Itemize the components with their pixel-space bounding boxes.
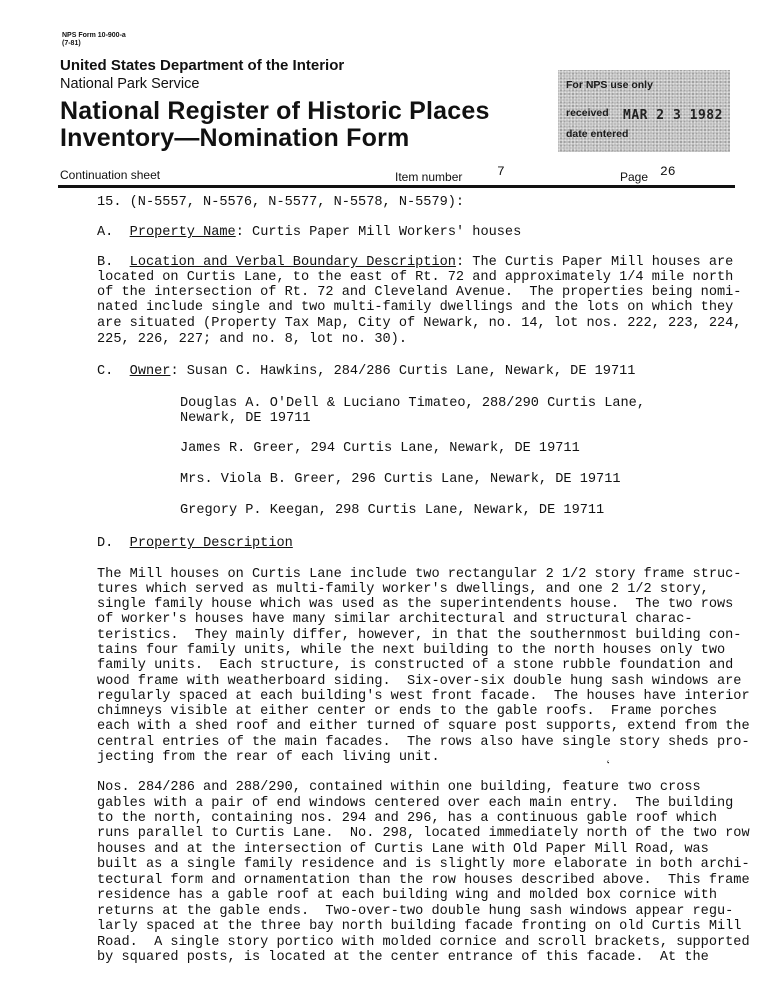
service-name: National Park Service: [60, 76, 200, 92]
owner-entry: James R. Greer, 294 Curtis Lane, Newark, DE 19711: [180, 441, 580, 456]
section-b-first-line: [97, 255, 733, 271]
paragraph-line: The Mill houses on Curtis Lane include two rectangular 2 1/2 story frame struc-: [97, 567, 742, 582]
item-number-value: 7: [497, 164, 505, 179]
owner-entry: Gregory P. Keegan, 298 Curtis Lane, Newark, DE 19711: [180, 503, 605, 518]
location-line: are situated (Property Tax Map, City of Newark, no. 14, lot nos. 222, 223, 224,: [97, 316, 742, 331]
received-date-stamp: MAR 2 3 1982: [623, 108, 723, 123]
paragraph-line: central entries of the main facades. The rows also have single story sheds pro-: [97, 735, 750, 750]
page-label: Page: [620, 170, 649, 184]
paragraph-line: each with a shed roof and either turned of square post supports, extend from the: [97, 719, 750, 734]
paragraph-line: teristics. They mainly differ, however, in that the southernmost building con-: [97, 628, 742, 643]
page-number: 26: [660, 164, 676, 179]
continuation-sheet-label: Continuation sheet: [60, 168, 161, 182]
paragraph-line: to the north, containing nos. 294 and 296, has a continuous gable roof which: [97, 811, 717, 826]
department-name: United States Department of the Interior: [60, 57, 345, 74]
property-name-label: Property Name: [129, 225, 236, 240]
paragraph-line: regularly spaced at each building's west front facade. The houses have interior: [97, 689, 750, 704]
item-number-label: Item number: [395, 170, 463, 184]
paragraph-line: of worker's houses have many similar architectural and structural charac-: [97, 612, 693, 627]
form-date-code: (7-81): [62, 40, 81, 47]
section-c-prefix: C.: [97, 364, 114, 379]
owner-entry: Douglas A. O'Dell & Luciano Timateo, 288/290 Curtis Lane,: [180, 396, 645, 411]
paragraph-line: family units. Each structure, is constructed of a stone rubble foundation and: [97, 658, 734, 673]
received-label: received: [566, 107, 609, 119]
form-title-line2: Inventory—Nomination Form: [60, 124, 410, 152]
date-entered-label: date entered: [566, 128, 629, 140]
property-name-value: : Curtis Paper Mill Workers' houses: [235, 225, 522, 240]
section-b-prefix: B.: [97, 255, 114, 270]
section-c-first-line: [97, 364, 635, 380]
paragraph-line: larly spaced at the three bay north building facade fronting on old Curtis Mill: [97, 919, 742, 934]
paragraph-line: residence has a gable roof at each building wing and molded box cornice with: [97, 888, 717, 903]
pencil-tick-mark: ‘: [604, 756, 614, 772]
paragraph-line: built as a single family residence and is slightly more elaborate in both archi-: [97, 857, 750, 872]
paragraph-line: by squared posts, is located at the center entrance of this facade. At the: [97, 950, 709, 965]
location-line: of the intersection of Rt. 72 and Cleveland Avenue. The properties being nomi-: [97, 285, 742, 300]
paragraph-line: jecting from the rear of each living unit.: [97, 750, 440, 765]
location-text-1: : The Curtis Paper Mill houses are: [455, 255, 734, 270]
location-label: Location and Verbal Boundary Description: [129, 255, 456, 270]
paragraph-line: Nos. 284/286 and 288/290, contained within one building, feature two cross: [97, 780, 701, 795]
entry-id: 15. (N-5557, N-5576, N-5577, N-5578, N-5579):: [97, 195, 465, 210]
owner-label: Owner: [129, 364, 171, 379]
nps-use-only-label: For NPS use only: [566, 79, 653, 91]
owner-entry: Mrs. Viola B. Greer, 296 Curtis Lane, Newark, DE 19711: [180, 472, 621, 487]
nps-use-only-box: [558, 70, 730, 152]
form-id: [62, 32, 126, 48]
paragraph-line: single family house which was used as the superintendents house. The two rows: [97, 597, 734, 612]
location-line: located on Curtis Lane, to the east of Rt. 72 and approximately 1/4 mile north: [97, 270, 734, 285]
section-a-prefix: A.: [97, 225, 114, 240]
form-number: NPS Form 10-900-a: [62, 32, 126, 39]
paragraph-line: tectural form and ornamentation than the row houses described above. This frame: [97, 873, 750, 888]
form-title-line1: National Register of Historic Places: [60, 97, 490, 125]
paragraph-line: Road. A single story portico with molded cornice and scroll brackets, supported: [97, 935, 750, 950]
location-line: 225, 226, 227; and no. 8, lot no. 30).: [97, 332, 407, 347]
section-a: [97, 225, 521, 241]
paragraph-line: runs parallel to Curtis Lane. No. 298, located immediately north of the two row: [97, 826, 750, 841]
owner-entry: Newark, DE 19711: [180, 411, 311, 426]
paragraph-line: chimneys visible at either center or ends to the gable roofs. Frame porches: [97, 704, 717, 719]
paragraph-line: tains four family units, while the next building to the north houses only two: [97, 643, 726, 658]
paragraph-line: returns at the gable ends. Two-over-two double hung sash windows appear regu-: [97, 904, 734, 919]
header-rule: [58, 185, 735, 188]
paragraph-line: houses and at the intersection of Curtis Lane with Old Paper Mill Road, was: [97, 842, 709, 857]
paragraph-line: tures which served as multi-family worker's dwellings, and one 2 1/2 story,: [97, 582, 709, 597]
paragraph-line: gables with a pair of end windows centered over each main entry. The building: [97, 796, 734, 811]
section-d-prefix: D.: [97, 536, 114, 551]
section-d-heading: [97, 536, 293, 552]
location-line: nated include single and two multi-family dwellings and the lots on which they: [97, 300, 734, 315]
property-description-label: Property Description: [129, 536, 293, 551]
owner-entry: : Susan C. Hawkins, 284/286 Curtis Lane, Newark, DE 19711: [170, 364, 636, 379]
paragraph-line: wood frame with weatherboard siding. Six-over-six double hung sash windows are: [97, 674, 742, 689]
